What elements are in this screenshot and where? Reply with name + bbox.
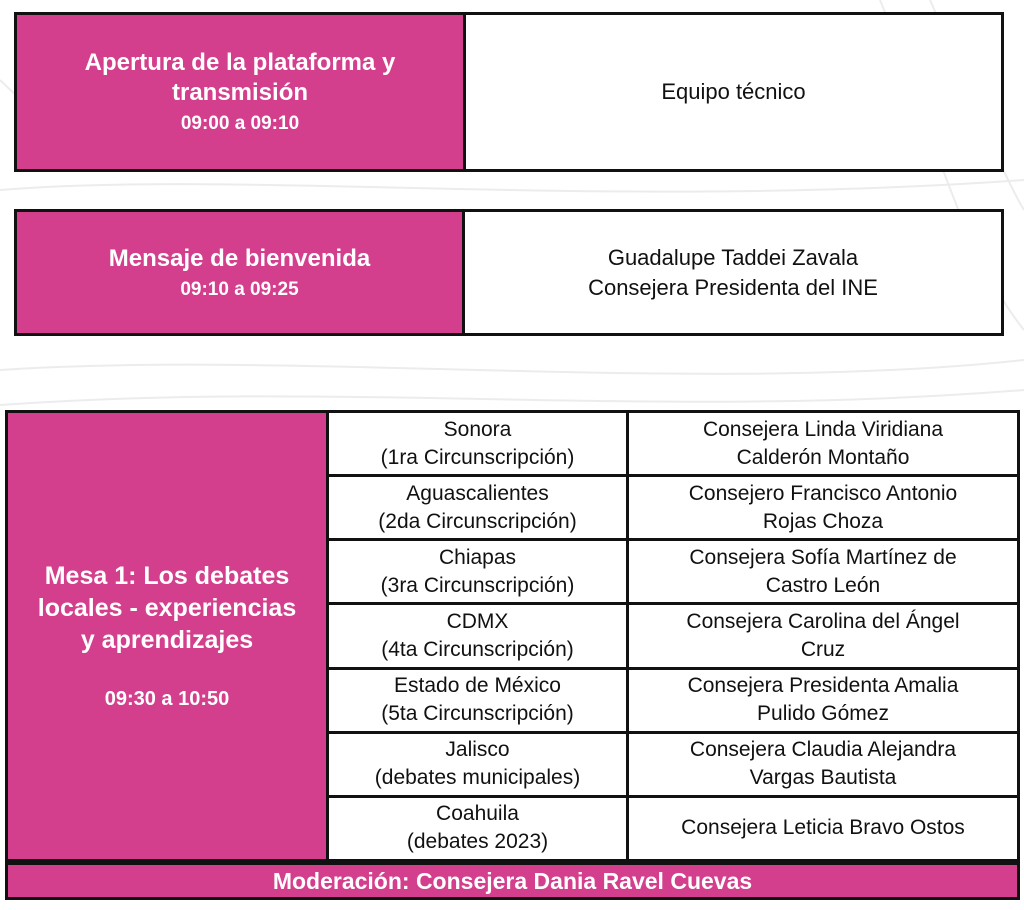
table-row [329,477,1017,541]
councillor-line: Consejera Claudia Alejandra [689,738,957,762]
mesa-title-line: Mesa 1: Los debates [44,562,290,590]
session-welcome-header [17,212,465,333]
mesa-grid [329,413,1017,859]
participant-name: Guadalupe Taddei Zavala [607,244,859,270]
session-time: 09:10 a 09:25 [180,278,299,300]
state-cell [329,798,629,859]
councillor-cell [629,541,1017,602]
councillor-line: Vargas Bautista [749,766,897,790]
session-title: Mensaje de bienvenida [108,244,371,272]
state-cell [329,541,629,602]
table-row [329,670,1017,734]
mesa-1-table [5,410,1020,862]
table-row [329,798,1017,859]
moderation-bar: Moderación: Consejera Dania Ravel Cuevas [5,862,1020,900]
state-detail: (1ra Circunscripción) [380,445,575,469]
mesa-title-line: y aprendizajes [80,626,254,654]
councillor-cell [629,798,1017,859]
councillor-cell [629,734,1017,795]
councillor-line: Consejera Sofía Martínez de [689,545,957,569]
session-welcome [14,209,1004,336]
councillor-cell [629,670,1017,731]
councillor-line: Cruz [800,637,846,661]
councillor-line: Consejera Carolina del Ángel [686,609,960,633]
state-detail: (debates 2023) [406,830,549,854]
state-name: Jalisco [445,738,510,762]
councillor-cell [629,605,1017,666]
councillor-line: Pulido Gómez [757,702,889,726]
state-name: Chiapas [438,545,517,569]
state-detail: (5ta Circunscripción) [381,702,574,726]
state-name: Sonora [443,417,512,441]
councillor-cell [629,413,1017,474]
state-cell [329,413,629,474]
table-row [329,734,1017,798]
session-opening-header [17,15,466,169]
table-row [329,605,1017,669]
state-cell [329,670,629,731]
mesa-time: 09:30 a 10:50 [104,688,230,710]
state-detail: (debates municipales) [374,766,581,790]
participant-name: Equipo técnico [661,79,806,104]
state-cell [329,605,629,666]
state-detail: (2da Circunscripción) [378,509,577,533]
table-row [329,541,1017,605]
councillor-line: Rojas Choza [762,509,884,533]
table-row [329,413,1017,477]
councillor-line: Castro León [765,573,881,597]
councillor-line: Consejera Linda Viridiana [702,417,944,441]
councillor-line: Consejera Leticia Bravo Ostos [681,816,965,840]
councillor-line: Consejero Francisco Antonio [688,481,958,505]
state-cell [329,734,629,795]
mesa-1-header [8,413,329,859]
session-participants [465,212,1001,333]
councillor-line: Consejera Presidenta Amalia [687,674,959,698]
councillor-line: Calderón Montaño [736,445,910,469]
session-participants [466,15,1001,169]
session-title: transmisión [171,79,309,106]
state-detail: (4ta Circunscripción) [381,637,574,661]
state-name: Aguascalientes [406,481,549,505]
state-name: Estado de México [394,674,561,698]
session-time: 09:00 a 09:10 [180,113,300,134]
councillor-cell [629,477,1017,538]
mesa-title-line: locales - experiencias [37,594,297,622]
session-opening [14,12,1004,172]
state-detail: (3ra Circunscripción) [380,573,575,597]
state-cell [329,477,629,538]
participant-role: Consejera Presidenta del INE [588,274,878,300]
state-name: CDMX [446,609,509,633]
session-title: Apertura de la plataforma y [84,49,396,76]
state-name: Coahuila [436,802,519,826]
mesa-title [38,560,296,656]
